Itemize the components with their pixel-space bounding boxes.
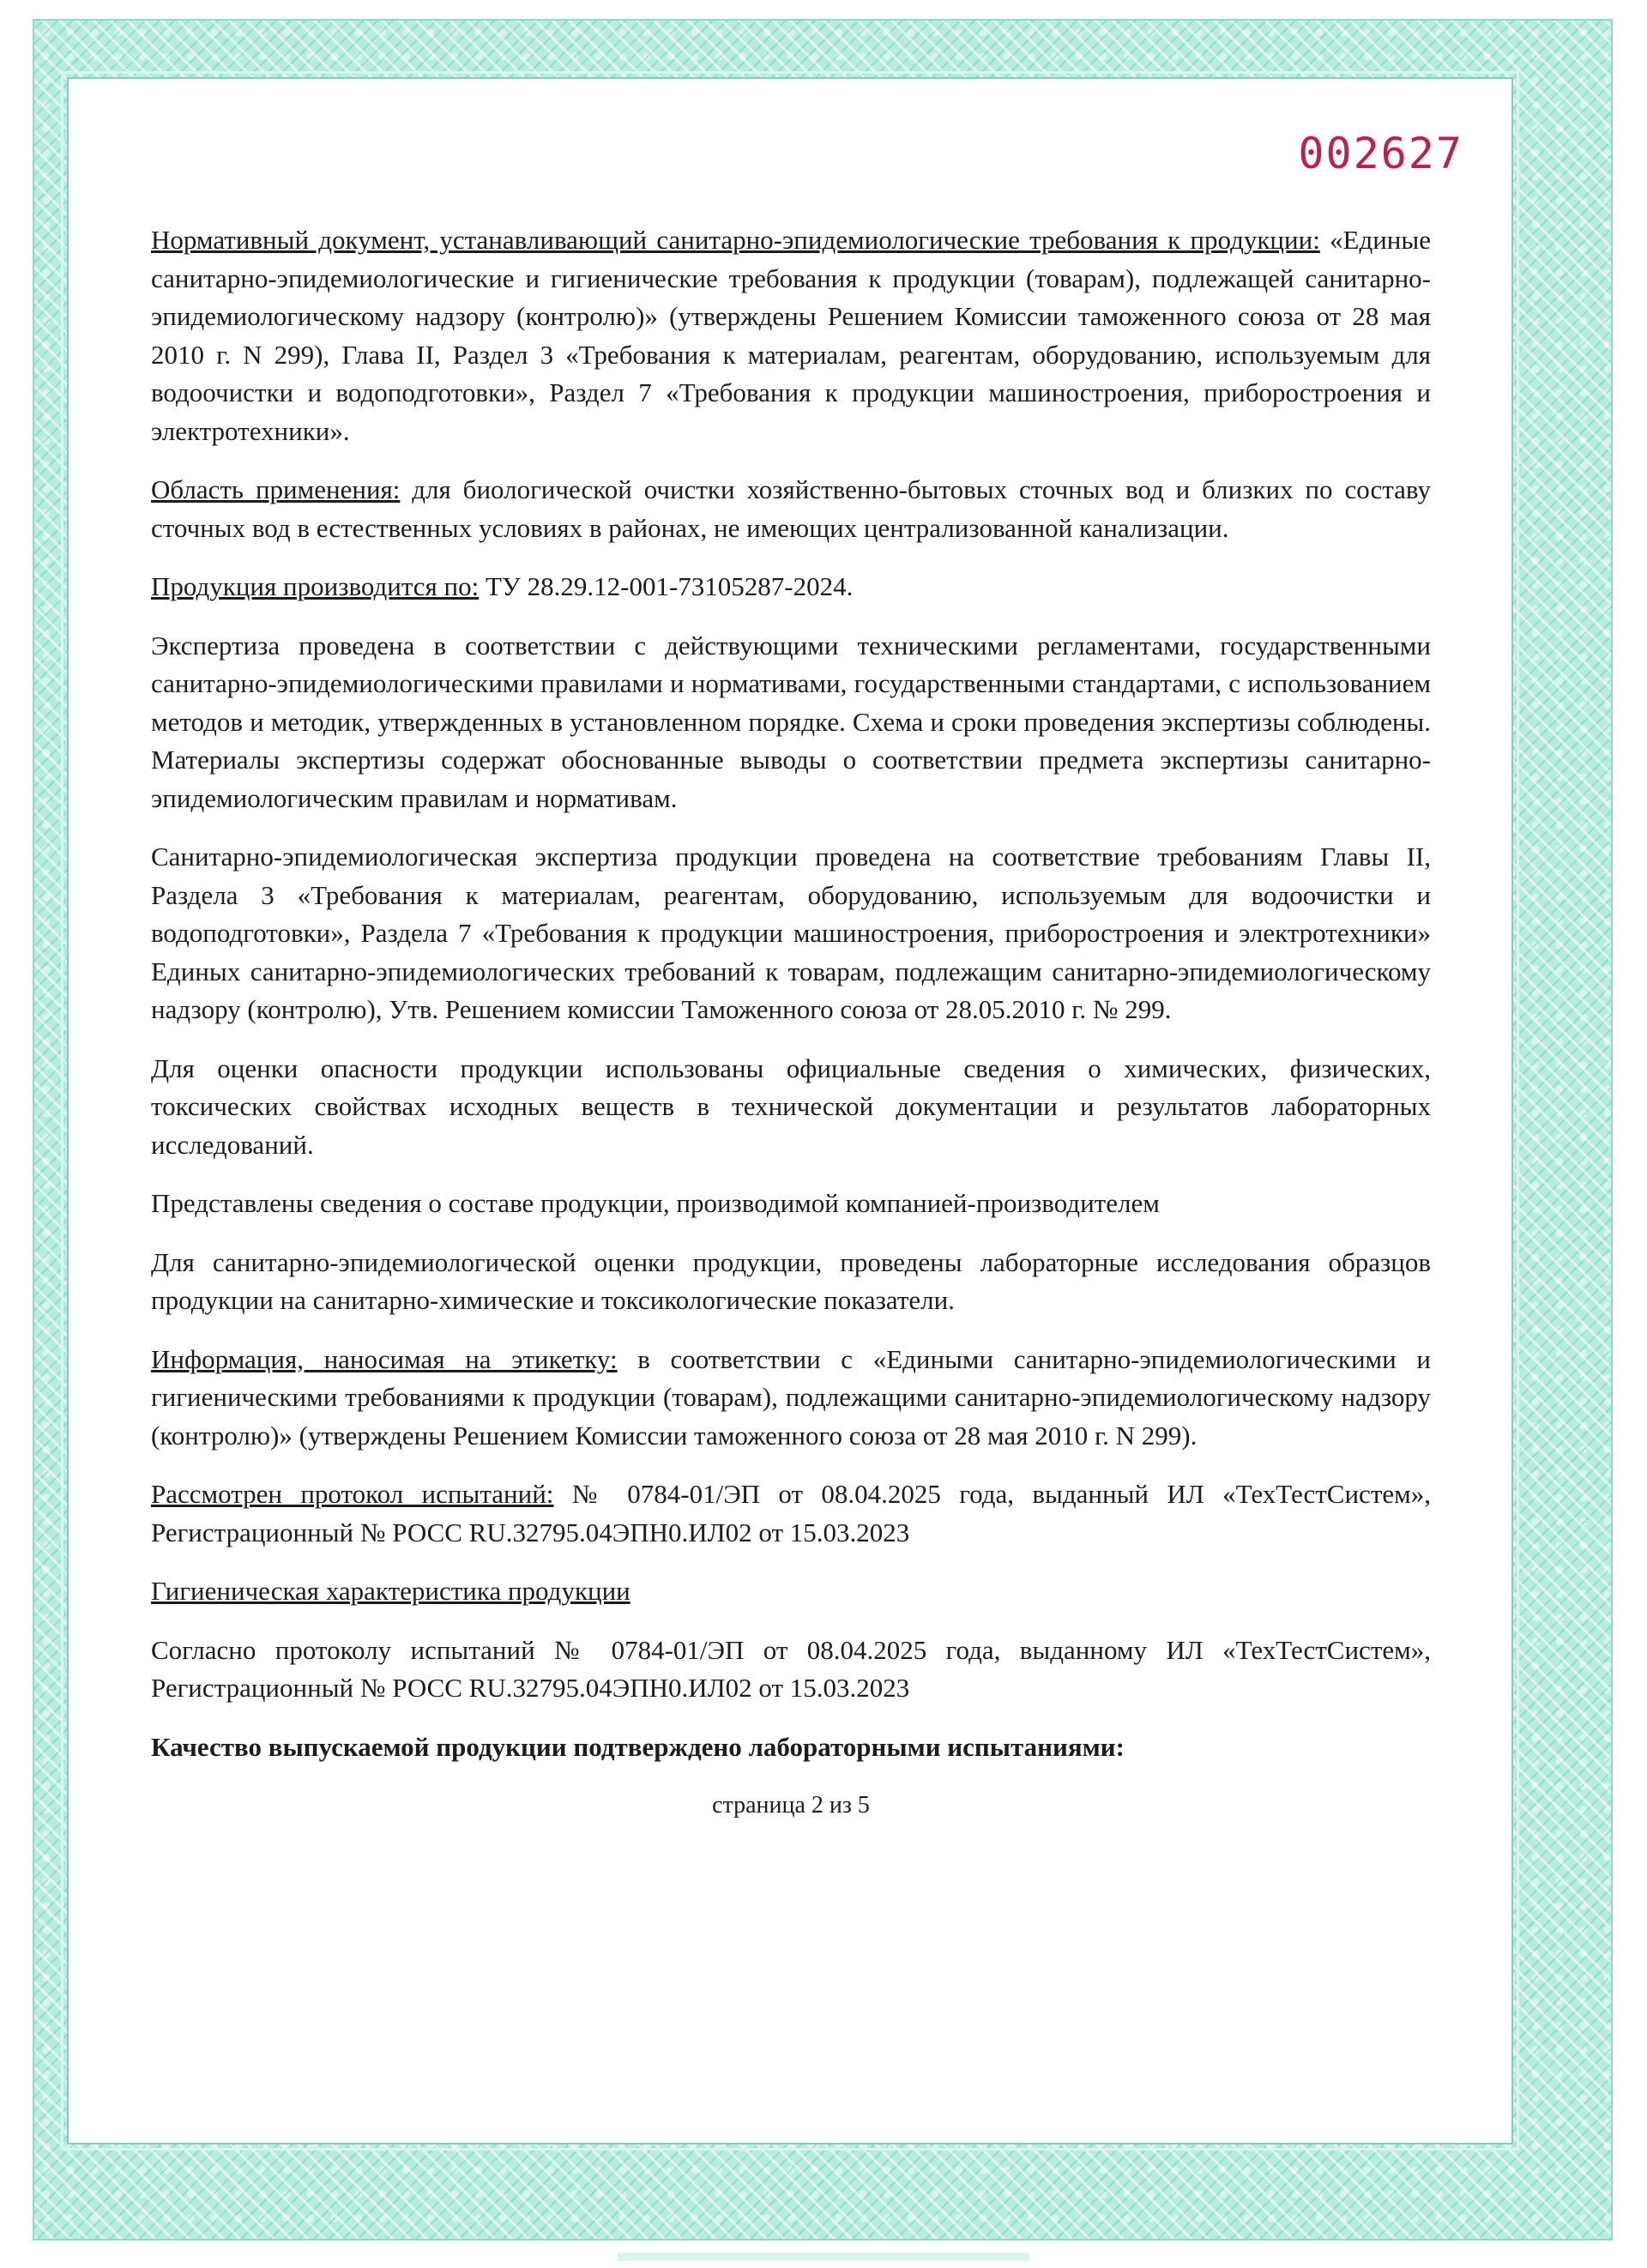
hazard-assessment-paragraph: Для оценки опасности продукции использованы официальные сведения о химических, физических, токсических свойствах исходных веществ в технической документации и результатов лабораторных исследований.: [151, 1053, 1431, 1160]
page-number: страница 2 из 5: [712, 1792, 870, 1819]
document-body: [151, 221, 1431, 1825]
application-area-text: для биологической очистки хозяйственно-бытовых сточных вод и близких по составу сточных вод в естественных условиях в районах, не имеющих централизованной канализации.: [151, 474, 1431, 543]
normative-document-text: «Единые санитарно-эпидемиологические и гигиенические требования к продукции (товарам), подлежащей санитарно-эпидемиологическому надзору (контролю)» (утверждены Решением Комиссии таможенного союза от 28 мая 2010 г. N 299), Глава II, Раздел 3 «Требования к материалам, реагентам, оборудованию, используемым для водоочистки и водоподготовки», Раздел 7 «Требования к продукции машиностроения, приборостроения и электротехники».: [151, 225, 1431, 446]
label-info-text: в соответствии с «Едиными санитарно-эпидемиологическими и гигиеническими требованиями к продукции (товарам), подлежащими санитарно-эпидемиологическому надзору (контролю)» (утверждены Решением Комиссии таможенного союза от 28 мая 2010 г. N 299).: [151, 1343, 1431, 1451]
test-protocol-text: № 0784-01/ЭП от 08.04.2025 года, выданный ИЛ «ТехТестСистем», Регистрационный № РОСС RU.32795.04ЭПН0.ИЛ02 от 15.03.2023: [151, 1479, 1431, 1547]
application-area-paragraph: [151, 471, 1431, 547]
footer-print-mark: [618, 2253, 1029, 2261]
normative-document-label: Нормативный документ, устанавливающий санитарно-эпидемиологические требования к продукции:: [151, 225, 1320, 255]
production-spec-label: Продукция производится по:: [151, 571, 480, 601]
serial-number: 002627: [1298, 129, 1463, 178]
hygienic-characteristic-label: Гигиеническая характеристика продукции: [151, 1576, 630, 1606]
normative-document-paragraph: [151, 221, 1431, 450]
production-spec-paragraph: [151, 568, 1431, 606]
production-spec-text: ТУ 28.29.12-001-73105287-2024.: [479, 571, 854, 601]
protocol-reference-paragraph: Согласно протоколу испытаний № 0784-01/ЭП от 08.04.2025 года, выданному ИЛ «ТехТестСистем», Регистрационный № РОСС RU.32795.04ЭПН0.ИЛ02 от 15.03.2023: [151, 1634, 1431, 1703]
label-info-label: Информация, наносимая на этикетку:: [151, 1343, 618, 1374]
expertise-paragraph: Экспертиза проведена в соответствии с действующими техническими регламентами, государственными санитарно-эпидемиологическими правилами и нормативами, государственными стандартами, с использованием методов и методик, утвержденных в установленном порядке. Схема и сроки проведения экспертизы соблюдены. Материалы экспертизы содержат обоснованные выводы о соответствии предмета экспертизы санитарно-эпидемиологическим правилам и нормативам.: [151, 630, 1431, 813]
test-protocol-paragraph: [151, 1475, 1431, 1552]
sanitary-expertise-paragraph: Санитарно-эпидемиологическая экспертиза продукции проведена на соответствие требованиям Главы II, Раздела 3 «Требования к материалам, реагентам, оборудованию, используемым для водоочистки и водоподготовки», Раздела 7 «Требования к продукции машиностроения, приборостроения и электротехники» Единых санитарно-эпидемиологических требований к товарам, подлежащим санитарно-эпидемиологическому надзору (контролю), Утв. Решением комиссии Таможенного союза от 28.05.2010 г. № 299.: [151, 841, 1431, 1024]
hygienic-characteristic-heading: [151, 1572, 1431, 1611]
test-protocol-label: Рассмотрен протокол испытаний:: [151, 1479, 554, 1509]
label-info-paragraph: [151, 1341, 1431, 1456]
composition-info-paragraph: Представлены сведения о составе продукции, производимой компанией-производителем: [151, 1188, 1160, 1218]
quality-conclusion: Качество выпускаемой продукции подтверждено лабораторными испытаниями:: [151, 1731, 1125, 1762]
application-area-label: Область применения:: [151, 474, 401, 504]
lab-research-paragraph: Для санитарно-эпидемиологической оценки продукции, проведены лабораторные исследования образцов продукции на санитарно-химические и токсикологические показатели.: [151, 1246, 1431, 1315]
